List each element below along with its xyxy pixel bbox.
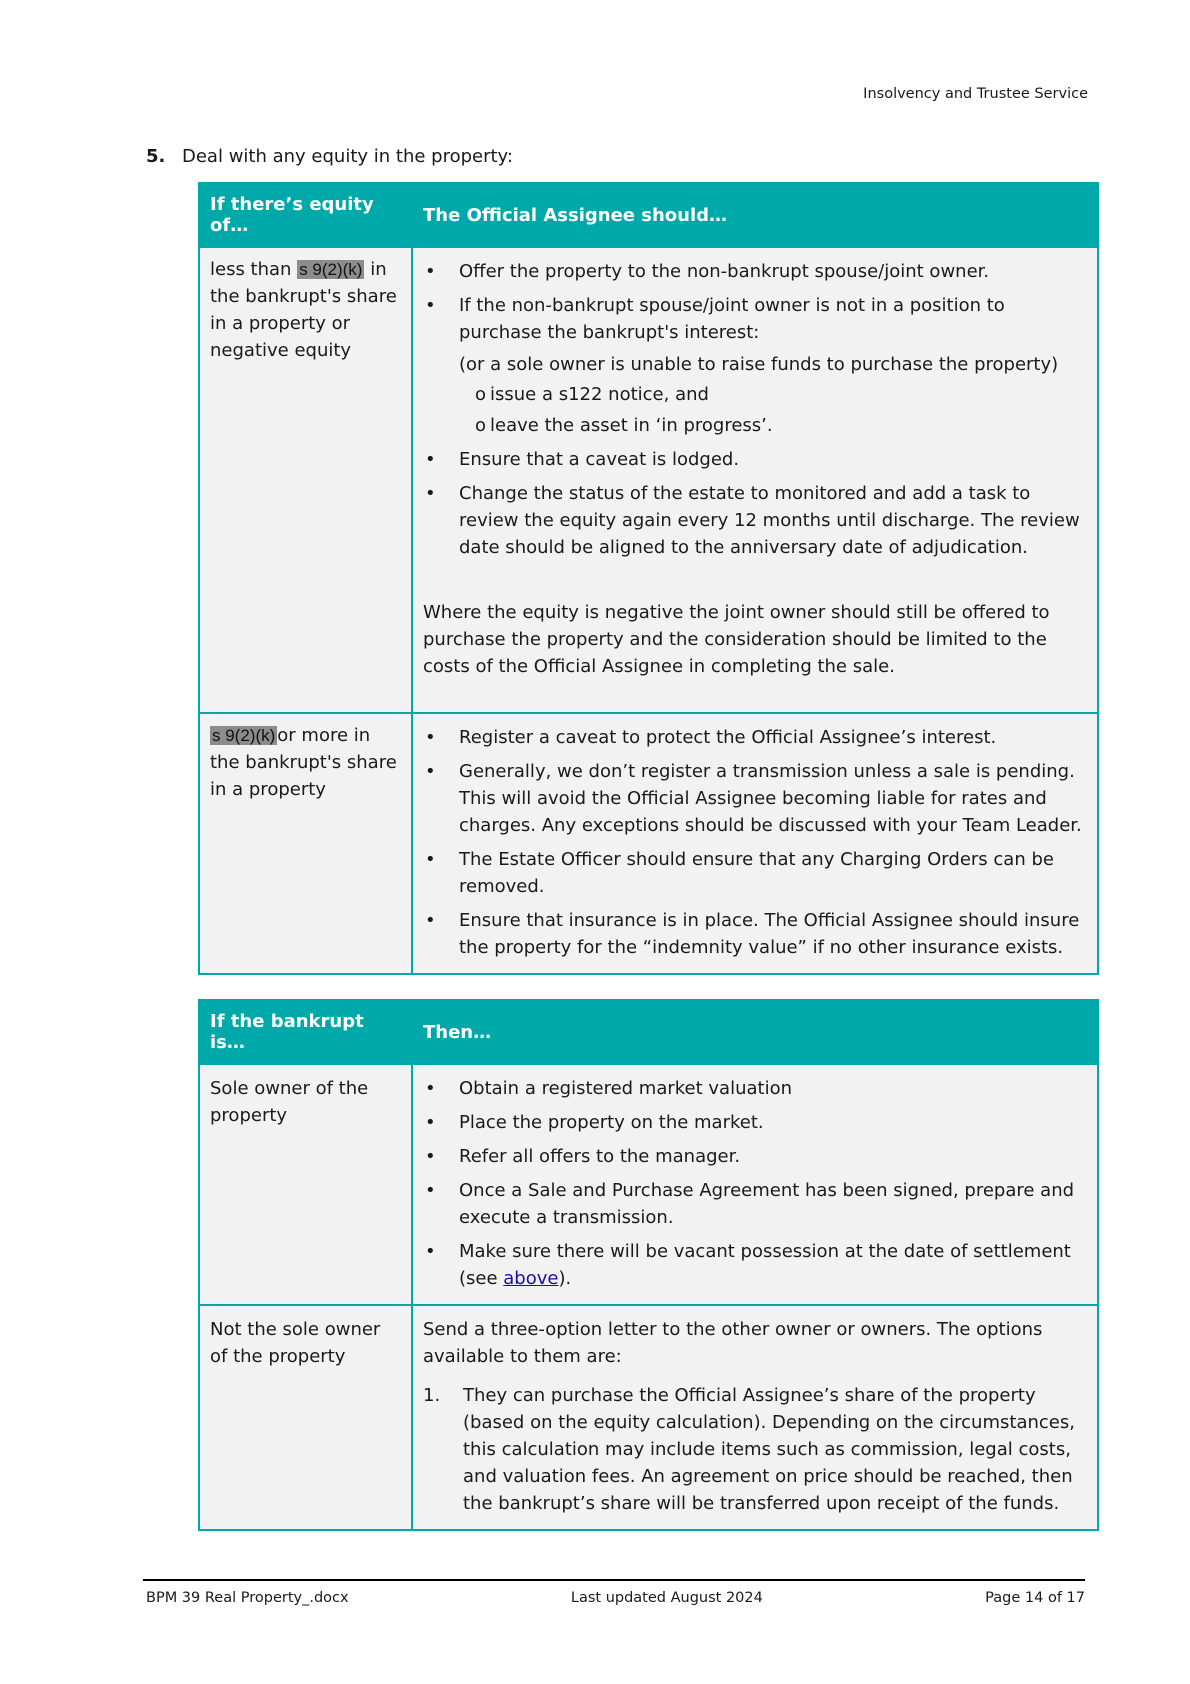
circle-bullet-icon: o: [475, 415, 487, 436]
condition-cell: [199, 713, 412, 974]
numbered-list: [423, 1382, 1087, 1517]
condition-cell: [199, 247, 412, 713]
list-item: • Ensure that a caveat is lodged.: [423, 446, 1087, 473]
step-text: Deal with any equity in the property:: [182, 146, 513, 167]
table-header-row: [199, 183, 1098, 247]
action-cell: [412, 247, 1098, 713]
header-service-name: Insolvency and Trustee Service: [863, 86, 1088, 102]
list-item-note: (or a sole owner is unable to raise funds to purchase the property): [459, 354, 1059, 375]
list-item: • Ensure that insurance is in place. The Official Assignee should insure the property for the “indemnity value” if no other insurance exists.: [423, 907, 1087, 961]
sub-list: [459, 381, 1087, 439]
intro-paragraph: Send a three-option letter to the other owner or owners. The options available to them are:: [423, 1319, 1043, 1367]
bullet-list: [423, 258, 1087, 561]
condition-text: or more in the bankrupt's share in a property: [210, 725, 397, 800]
list-item-text: They can purchase the Official Assignee’s share of the property (based on the equity calculation). Depending on the circumstances, this calculation may include items such as commission, legal costs, and valuation fees. An agreement on price should be reached, then the bankrupt’s share will be transferred upon receipt of the funds.: [463, 1385, 1075, 1514]
bullet-list: [423, 724, 1087, 961]
above-link[interactable]: above: [503, 1268, 559, 1289]
footer-updated: Last updated August 2024: [570, 1590, 763, 1606]
action-cell: [412, 1305, 1098, 1530]
list-item: • Obtain a registered market valuation: [423, 1075, 1087, 1102]
condition-cell: Not the sole owner of the property: [199, 1305, 412, 1530]
step-heading: [146, 146, 513, 167]
sub-list-text: leave the asset in ‘in progress’.: [490, 415, 773, 436]
condition-text: less than: [210, 259, 298, 280]
table-row: [199, 1064, 1098, 1305]
list-item: • Change the status of the estate to monitored and add a task to review the equity again every 12 months until discharge. The review date should be aligned to the anniversary date of adjudication.: [423, 480, 1087, 561]
sub-list-item: [459, 381, 1087, 408]
list-item: • Offer the property to the non-bankrupt spouse/joint owner.: [423, 258, 1087, 285]
table-row: [199, 713, 1098, 974]
redaction-mark: s 9(2)(k): [212, 726, 276, 745]
footer-doc-name: BPM 39 Real Property_.docx: [146, 1590, 349, 1606]
list-item: • Refer all offers to the manager.: [423, 1143, 1087, 1170]
list-item: • Generally, we don’t register a transmission unless a sale is pending. This will avoid the Official Assignee becoming liable for rates and charges. Any exceptions should be discussed with your Team Leader.: [423, 758, 1087, 839]
list-item: • The Estate Officer should ensure that any Charging Orders can be removed.: [423, 846, 1087, 900]
action-cell: [412, 713, 1098, 974]
sub-list-item: [459, 412, 1087, 439]
equity-table: [198, 182, 1099, 975]
list-item-text: If the non-bankrupt spouse/joint owner is not in a position to purchase the bankrupt's interest:: [459, 295, 1005, 343]
table-row: [199, 1305, 1098, 1530]
list-item: • Register a caveat to protect the Official Assignee’s interest.: [423, 724, 1087, 751]
header-cell-condition: If there’s equity of…: [199, 183, 412, 247]
redaction-mark: s 9(2)(k): [299, 260, 363, 279]
step-number: 5.: [146, 146, 166, 167]
bullet-list: [423, 1075, 1087, 1292]
header-cell-action: The Official Assignee should…: [412, 183, 1098, 247]
list-item: [423, 292, 1087, 439]
header-cell-condition: If the bankrupt is…: [199, 1000, 412, 1064]
list-item-text: ).: [558, 1268, 572, 1289]
list-item-text: Make sure there will be vacant possession at the date of settlement (see: [459, 1241, 1071, 1289]
table-header-row: [199, 1000, 1098, 1064]
action-cell: [412, 1064, 1098, 1305]
footer-page-number: Page 14 of 17: [985, 1590, 1085, 1606]
note-paragraph: Where the equity is negative the joint owner should still be offered to purchase the property and the consideration should be limited to the costs of the Official Assignee in completing the sale.: [423, 602, 1050, 677]
table-row: [199, 247, 1098, 713]
list-item: • Place the property on the market.: [423, 1109, 1087, 1136]
bankrupt-table: [198, 999, 1099, 1531]
sub-list-text: issue a s122 notice, and: [490, 384, 709, 405]
condition-text: in the bankrupt's share in a property or negative equity: [210, 259, 397, 361]
circle-bullet-icon: o: [475, 384, 487, 405]
list-number: 1.: [423, 1385, 441, 1406]
footer-rule: [143, 1579, 1085, 1581]
list-item: [423, 1382, 1087, 1517]
condition-cell: Sole owner of the property: [199, 1064, 412, 1305]
list-item: [423, 1238, 1087, 1292]
list-item: • Once a Sale and Purchase Agreement has been signed, prepare and execute a transmission.: [423, 1177, 1087, 1231]
footer: [146, 1590, 1085, 1606]
header-cell-action: Then…: [412, 1000, 1098, 1064]
